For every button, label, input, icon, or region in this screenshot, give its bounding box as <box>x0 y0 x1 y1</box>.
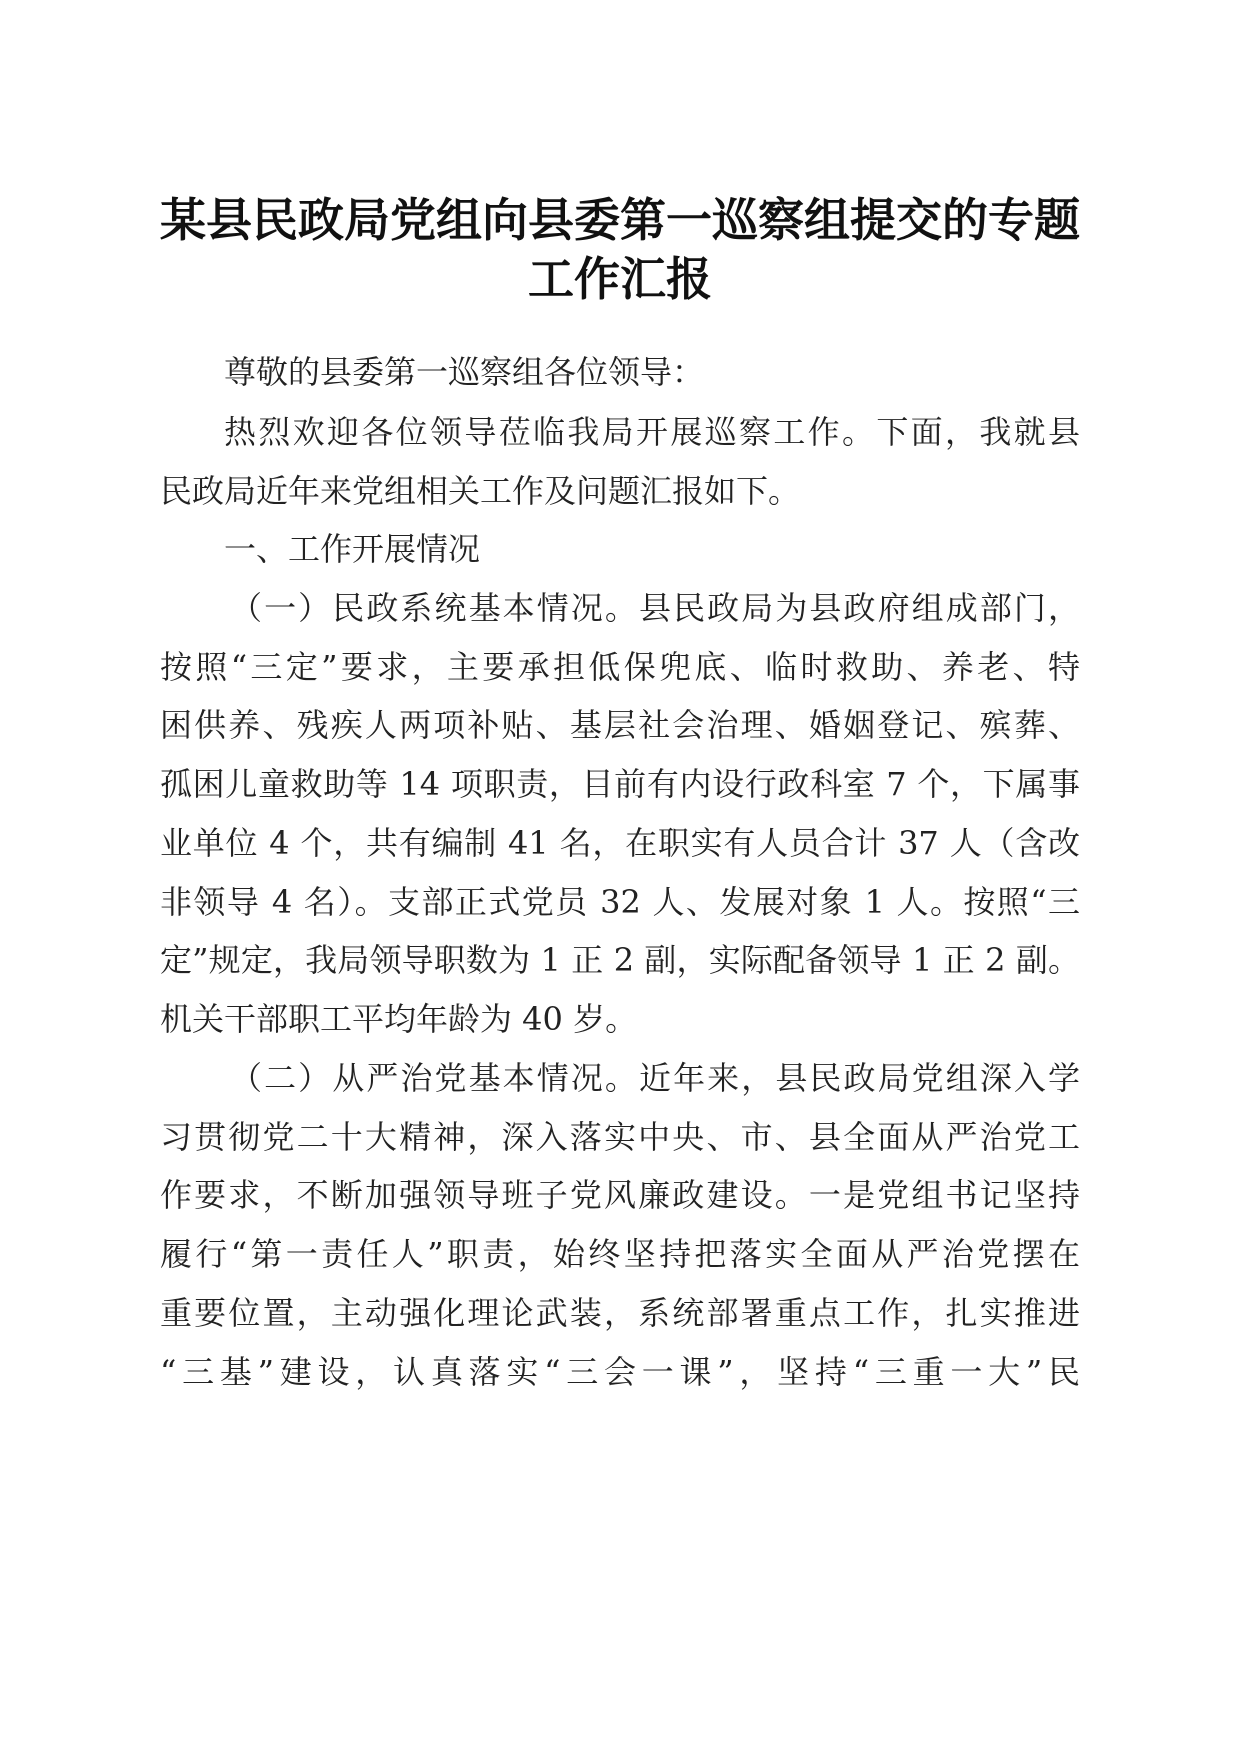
document-title-line-1: 某县民政局党组向县委第一巡察组提交的专题 <box>160 193 1080 247</box>
document-title-line-2: 工作汇报 <box>528 252 712 306</box>
paragraph-2-line: 业单位 4 个，共有编制 41 名，在职实有人员合计 37 人（含改 <box>160 824 1080 862</box>
paragraph-1-line: 热烈欢迎各位领导莅临我局开展巡察工作。下面，我就县 <box>224 413 1080 451</box>
paragraph-2-line: 按照“三定”要求，主要承担低保兜底、临时救助、养老、特 <box>160 648 1080 686</box>
paragraph-3-line: （二）从严治党基本情况。近年来，县民政局党组深入学 <box>230 1059 1080 1097</box>
paragraph-3-line: 重要位置，主动强化理论武装，系统部署重点工作，扎实推进 <box>160 1294 1080 1332</box>
section-heading-1: 一、工作开展情况 <box>224 530 481 568</box>
paragraph-2-line: 孤困儿童救助等 14 项职责，目前有内设行政科室 7 个，下属事 <box>160 765 1080 803</box>
paragraph-2-line: 定”规定，我局领导职数为 1 正 2 副，实际配备领导 1 正 2 副。 <box>160 941 1080 979</box>
paragraph-2-line: （一）民政系统基本情况。县民政局为县政府组成部门， <box>230 589 1080 627</box>
paragraph-3-line: “三基”建设，认真落实“三会一课”，坚持“三重一大”民 <box>160 1353 1080 1391</box>
salutation: 尊敬的县委第一巡察组各位领导： <box>224 353 705 391</box>
paragraph-2-line: 困供养、残疾人两项补贴、基层社会治理、婚姻登记、殡葬、 <box>160 706 1080 744</box>
paragraph-1-line: 民政局近年来党组相关工作及问题汇报如下。 <box>160 472 801 510</box>
paragraph-2-line: 非领导 4 名）。支部正式党员 32 人、发展对象 1 人。按照“三 <box>160 883 1080 921</box>
paragraph-3-line: 作要求，不断加强领导班子党风廉政建设。一是党组书记坚持 <box>160 1176 1080 1214</box>
paragraph-3-line: 习贯彻党二十大精神，深入落实中央、市、县全面从严治党工 <box>160 1118 1080 1156</box>
paragraph-3-line: 履行“第一责任人”职责，始终坚持把落实全面从严治党摆在 <box>160 1235 1080 1273</box>
paragraph-2-line: 机关干部职工平均年龄为 40 岁。 <box>160 1000 638 1038</box>
